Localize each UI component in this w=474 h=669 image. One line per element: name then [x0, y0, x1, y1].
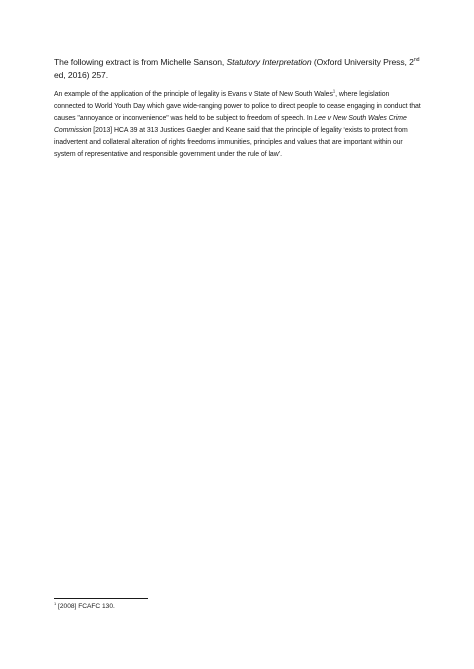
footnote-text: [2008] FCAFC 130. — [56, 603, 115, 610]
footnote-reference[interactable]: 1 — [332, 88, 336, 94]
footnote-separator — [54, 598, 148, 599]
paragraph-text-middle: , where legislation connected to World Youth Day which gave wide-ranging power to police to direct people to cease engaging in conduct that causes "annoyance or inconvenience" was held to be subject to freedom of speech. In — [54, 91, 421, 123]
footnote — [54, 602, 115, 612]
heading-text-publisher: (Oxford University Press, 2 — [311, 57, 414, 67]
extract-source-heading — [54, 56, 424, 82]
edition-superscript: nd — [413, 57, 420, 64]
paragraph-text-end: [2013] HCA 39 at 313 Justices Gaegler and Keane said that the principle of legality ‘exists to protect from inadvertent and collateral alteration of rights freedoms immunities, principles and values that are important within our system of representative and responsible government under the rule of law’. — [54, 127, 408, 159]
book-title: Statutory Interpretation — [226, 57, 312, 67]
heading-text-end: ed, 2016) 257. — [54, 70, 109, 80]
paragraph-text-start: An example of the application of the principle of legality is Evans v State of New South Wales — [54, 91, 333, 98]
case-name: Lee v New South Wales Crime Commission — [54, 115, 407, 135]
footnote-number: 1 — [54, 600, 57, 606]
heading-text-start: The following extract is from Michelle Sanson, — [54, 57, 227, 67]
extract-paragraph — [54, 89, 422, 162]
